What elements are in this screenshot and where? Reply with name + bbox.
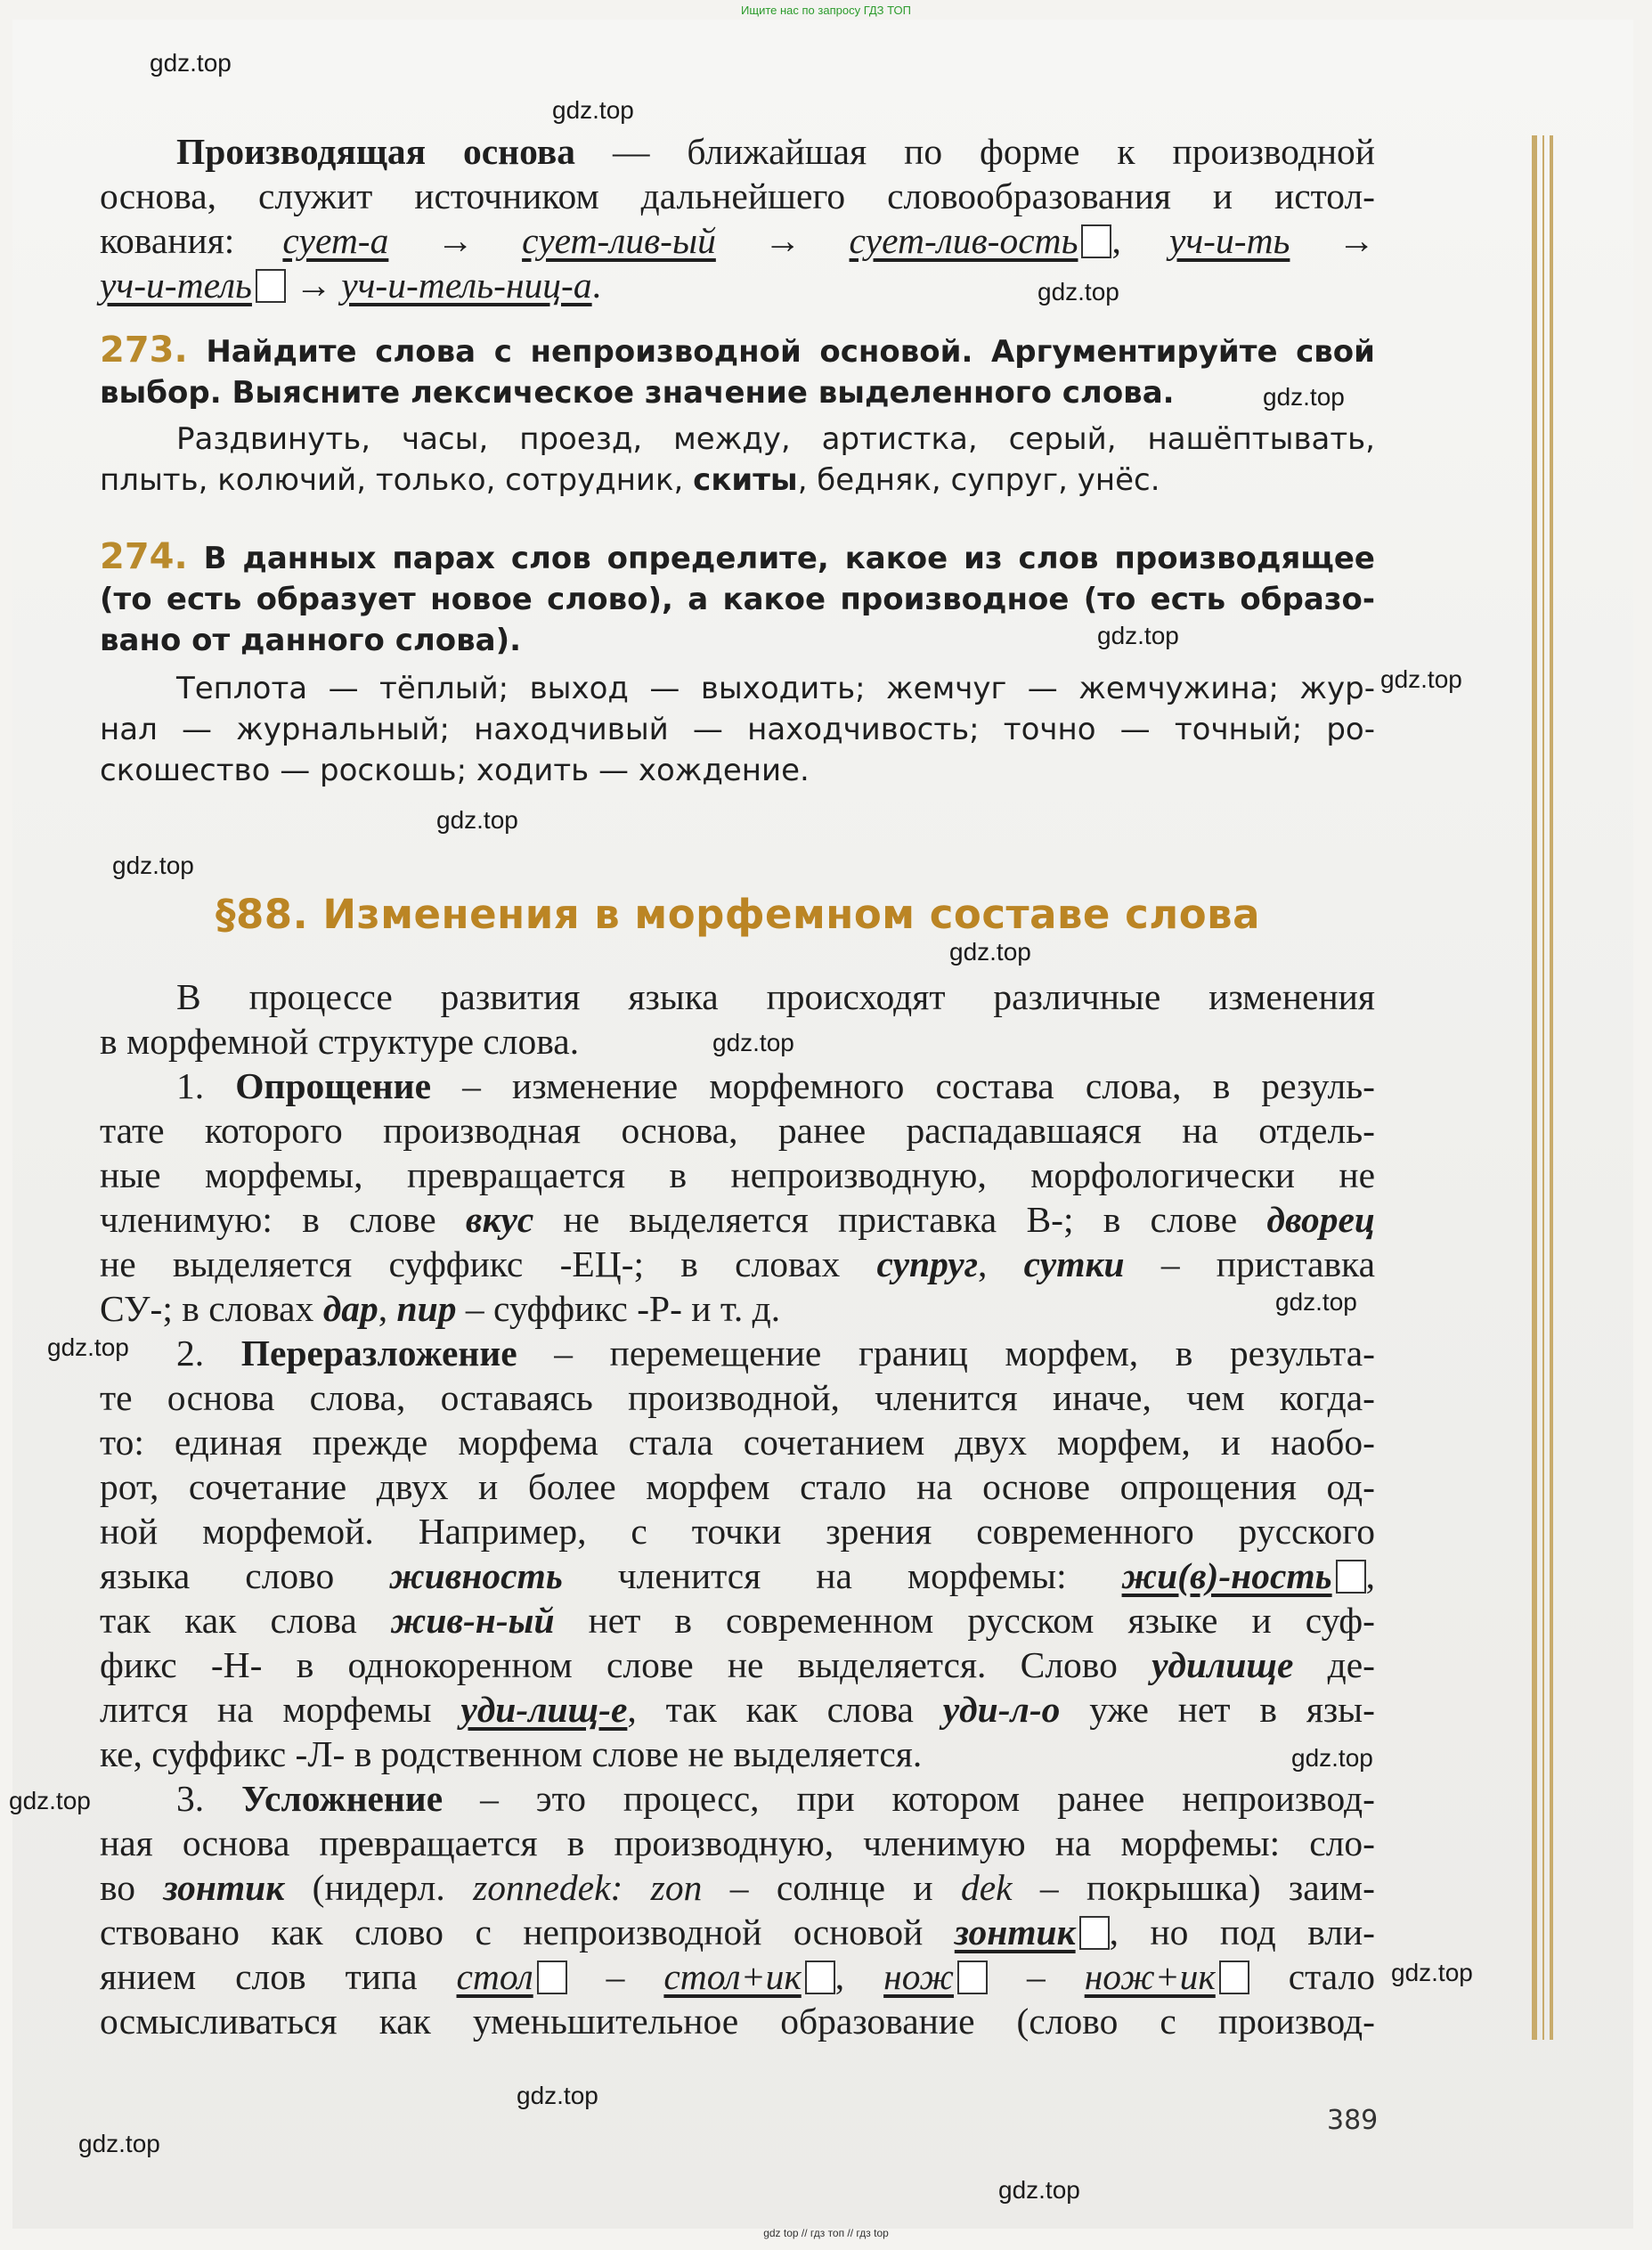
exercise-number: 273. xyxy=(100,330,188,371)
top-banner: Ищите нас по запросу ГДЗ ТОП xyxy=(741,4,911,17)
bottom-banner: gdz top // гдз топ // гдз top xyxy=(763,2227,889,2239)
exercise-words: Теплота — тёплый; выход — выходить; жемчуг — жемчужина; жур- xyxy=(176,671,1375,706)
exercise-task: (то есть образует новое слово), а какое производное (то есть образо- xyxy=(100,582,1375,617)
watermark: gdz.top xyxy=(1391,1959,1473,1986)
section-body xyxy=(100,974,1375,2043)
paragraph-line: не выделяется суффикс -ЕЦ-; в словах супруг, сутки – приставка xyxy=(100,1243,1376,1284)
watermark: gdz.top xyxy=(998,2176,1080,2204)
exercise-words: скошество — роскошь; ходить — хождение. xyxy=(100,753,810,788)
watermark: gdz.top xyxy=(112,852,194,879)
exercise-task: вано от данного слова). xyxy=(100,623,522,658)
paragraph-line: 2. Переразложение – перемещение границ морфем, в результа- xyxy=(176,1333,1375,1374)
watermark: gdz.top xyxy=(712,1029,794,1056)
margin-rule xyxy=(1532,135,1537,2040)
exercise-task: 274. В данных парах слов определите, какое из слов производящее xyxy=(100,536,1375,577)
definition-block xyxy=(100,129,1375,307)
ending-box-icon xyxy=(537,1961,567,1994)
watermark: gdz.top xyxy=(1380,665,1462,693)
paragraph-line: ствовано как слово с непроизводной основой зонтик , но под вли- xyxy=(100,1912,1375,1952)
watermark: gdz.top xyxy=(1097,622,1179,649)
watermark: gdz.top xyxy=(150,49,232,77)
watermark: gdz.top xyxy=(9,1787,91,1814)
watermark: gdz.top xyxy=(552,96,634,124)
exercise-words: нал — журнальный; находчивый — находчивость; точно — точный; ро- xyxy=(100,712,1375,747)
paragraph-line: членимую: в слове вкус не выделяется приставка В-; в слове дворец xyxy=(100,1199,1376,1240)
definition-line: Производящая основа — ближайшая по форме к производной xyxy=(176,131,1375,172)
section-title: §88. Изменения в морфемном составе слова xyxy=(216,891,1261,938)
watermark: gdz.top xyxy=(1291,1744,1373,1772)
paragraph-line: так как слова жив-н-ый нет в современном русском языке и суф- xyxy=(100,1600,1376,1641)
paragraph-line: СУ-; в словах дар, пир – суффикс -Р- и т. д. xyxy=(100,1288,781,1329)
exercise-words: плыть, колючий, только, сотрудник, скиты, бедняк, супруг, унёс. xyxy=(100,462,1160,498)
ending-box-icon xyxy=(957,1961,988,1994)
margin-rule xyxy=(1542,135,1544,2040)
paragraph-line: языка слово живность членится на морфемы: жи(в)-ность , xyxy=(100,1555,1375,1596)
paragraph-line: лится на морфемы уди-лищ-е, так как слова уди-л-о уже нет в язы- xyxy=(100,1689,1375,1730)
paragraph-line: рот, сочетание двух и более морфем стало на основе опрощения од- xyxy=(100,1466,1375,1507)
page-number: 389 xyxy=(1327,2105,1379,2136)
exercise-task: выбор. Выясните лексическое значение выделенного слова. xyxy=(100,375,1175,411)
ending-box-icon xyxy=(256,269,286,303)
paragraph-line: ной морфемой. Например, с точки зрения современного русского xyxy=(100,1511,1375,1552)
exercise-words: Раздвинуть, часы, проезд, между, артистка, серый, нашёптывать, xyxy=(176,421,1375,457)
margin-rule xyxy=(1550,135,1553,2040)
paragraph-line: 1. Опрощение – изменение морфемного состава слова, в резуль- xyxy=(176,1065,1376,1106)
watermark: gdz.top xyxy=(436,806,518,834)
paragraph-line: те основа слова, оставаясь производной, членится иначе, чем когда- xyxy=(100,1377,1375,1418)
watermark: gdz.top xyxy=(1275,1288,1357,1316)
watermark: gdz.top xyxy=(949,938,1031,966)
watermark: gdz.top xyxy=(1038,278,1119,306)
ending-box-icon xyxy=(1336,1560,1366,1594)
watermark: gdz.top xyxy=(78,2130,160,2157)
paragraph-line: осмысливаться как уменьшительное образование (слово с производ- xyxy=(100,2001,1375,2042)
exercise-task: 273. Найдите слова с непроизводной основой. Аргументируйте свой xyxy=(100,330,1375,371)
paragraph-line: 3. Усложнение – это процесс, при котором ранее непроизвод- xyxy=(176,1778,1375,1819)
paragraph-line: тате которого производная основа, ранее распадавшаяся на отдель- xyxy=(100,1110,1375,1151)
paragraph-line: В процессе развития языка происходят различные изменения xyxy=(176,976,1375,1017)
paragraph-line: янием слов типа стол – стол+ик , нож – нож+ик стало xyxy=(100,1956,1376,1997)
ending-box-icon xyxy=(805,1961,835,1994)
exercise-273 xyxy=(100,330,1375,501)
exercise-number: 274. xyxy=(100,536,188,577)
ending-box-icon xyxy=(1219,1961,1249,1994)
ending-box-icon xyxy=(1079,1916,1110,1950)
paragraph-line: то: единая прежде морфема стала сочетанием двух морфем, и наобо- xyxy=(100,1422,1375,1463)
paragraph-line: в морфемной структуре слова. xyxy=(100,1021,580,1062)
paragraph-line: ке, суффикс -Л- в родственном слове не выделяется. xyxy=(100,1733,923,1774)
watermark: gdz.top xyxy=(1263,383,1345,411)
paragraph-line: фикс -Н- в однокоренном слове не выделяется. Слово удилище де- xyxy=(100,1644,1375,1685)
ending-box-icon xyxy=(1081,224,1111,258)
watermark: gdz.top xyxy=(47,1333,129,1361)
paragraph-line: ная основа превращается в производную, членимую на морфемы: сло- xyxy=(100,1822,1375,1863)
paragraph-line: во зонтик (нидерл. zonnedek: zon – солнце и dek – покрышка) заим- xyxy=(100,1867,1375,1908)
definition-line: основа, служит источником дальнейшего словообразования и истол- xyxy=(100,175,1375,216)
definition-line: кования: сует-а → сует-лив-ый → сует-лив-ость , уч-и-ть → xyxy=(100,220,1376,261)
definition-line: уч-и-тель → уч-и-тель-ниц-а. xyxy=(100,265,601,306)
exercise-274 xyxy=(100,536,1375,791)
watermark: gdz.top xyxy=(517,2082,598,2109)
paragraph-line: ные морфемы, превращается в непроизводную, морфологически не xyxy=(100,1154,1375,1195)
